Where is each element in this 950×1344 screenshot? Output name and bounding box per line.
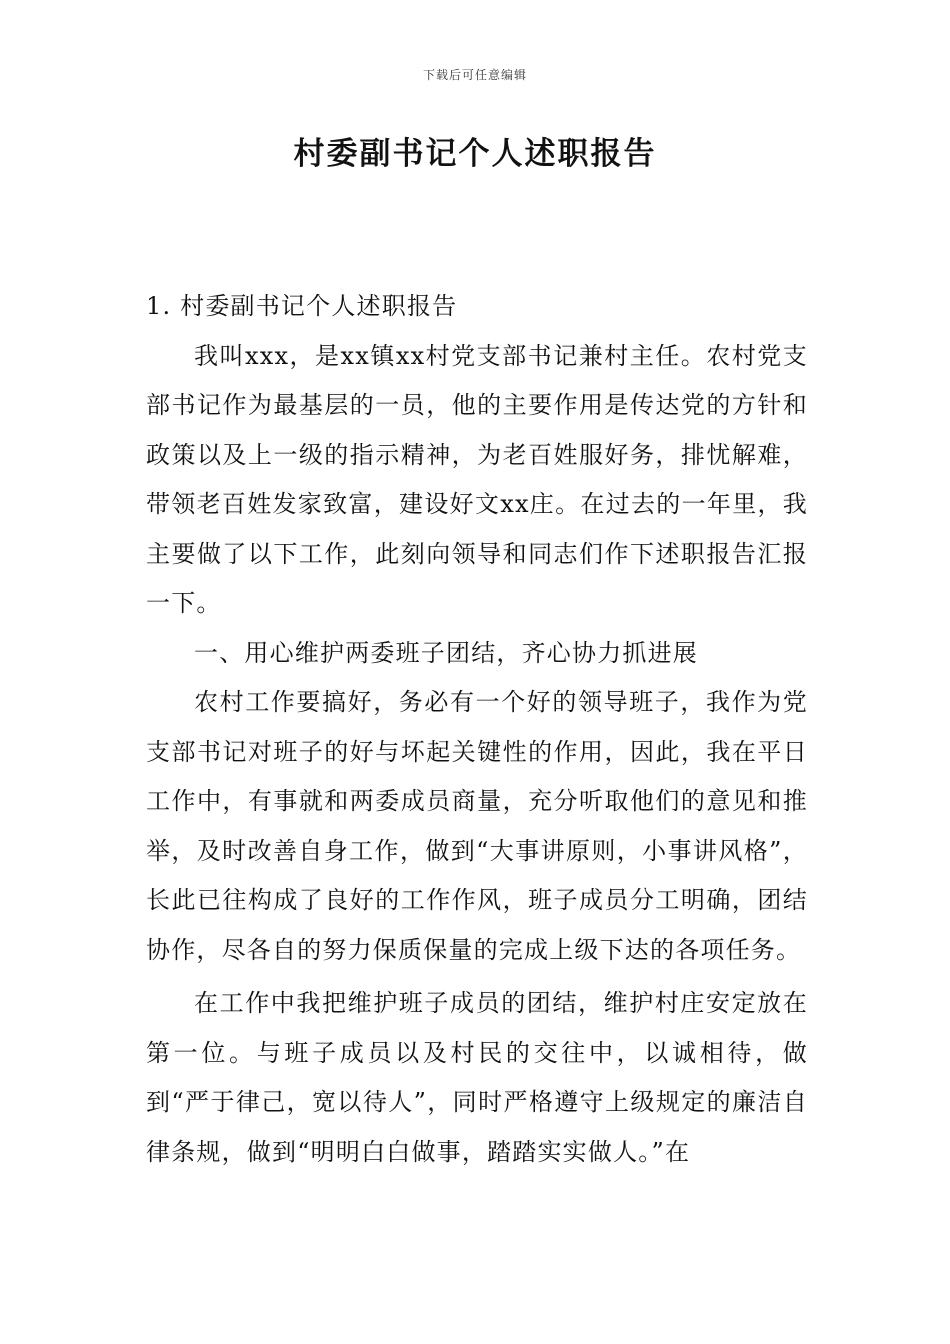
paragraph-intro: 我叫xxx，是xx镇xx村党支部书记兼村主任。农村党支部书记作为最基层的一员，他的主要作用是传达党的方针和政策以及上一级的指示精神，为老百姓服好务，排忧解难，带领老百姓发家致富，建设好文xx庄。在过去的一年里，我主要做了以下工作，此刻向领导和同志们作下述职报告汇报一下。 — [146, 341, 808, 617]
document-title: 村委副书记个人述职报告 — [293, 136, 657, 172]
subheading-unity: 一、用心维护两委班子团结，齐心协力抓进展 — [194, 638, 698, 667]
document-body — [146, 282, 808, 1177]
paragraph-leadership: 农村工作要搞好，务必有一个好的领导班子，我作为党支部书记对班子的好与坏起关键性的作用，因此，我在平日工作中，有事就和两委成员商量，充分听取他们的意见和推举，及时改善自身工作，做到“大事讲原则，小事讲风格”，长此已往构成了良好的工作作风，班子成员分工明确，团结协作，尽各自的努力保质保量的完成上级下达的各项任务。 — [146, 688, 808, 964]
header-note: 下载后可任意编辑 — [422, 68, 527, 82]
paragraph-integrity: 在工作中我把维护班子成员的团结，维护村庄安定放在第一位。与班子成员以及村民的交往中，以诚相待，做到“严于律己，宽以待人”，同时严格遵守上级规定的廉洁自律条规，做到“明明白白做事，踏踏实实做人。”在 — [146, 989, 808, 1166]
section-heading: 1. 村委副书记个人述职报告 — [146, 292, 458, 320]
